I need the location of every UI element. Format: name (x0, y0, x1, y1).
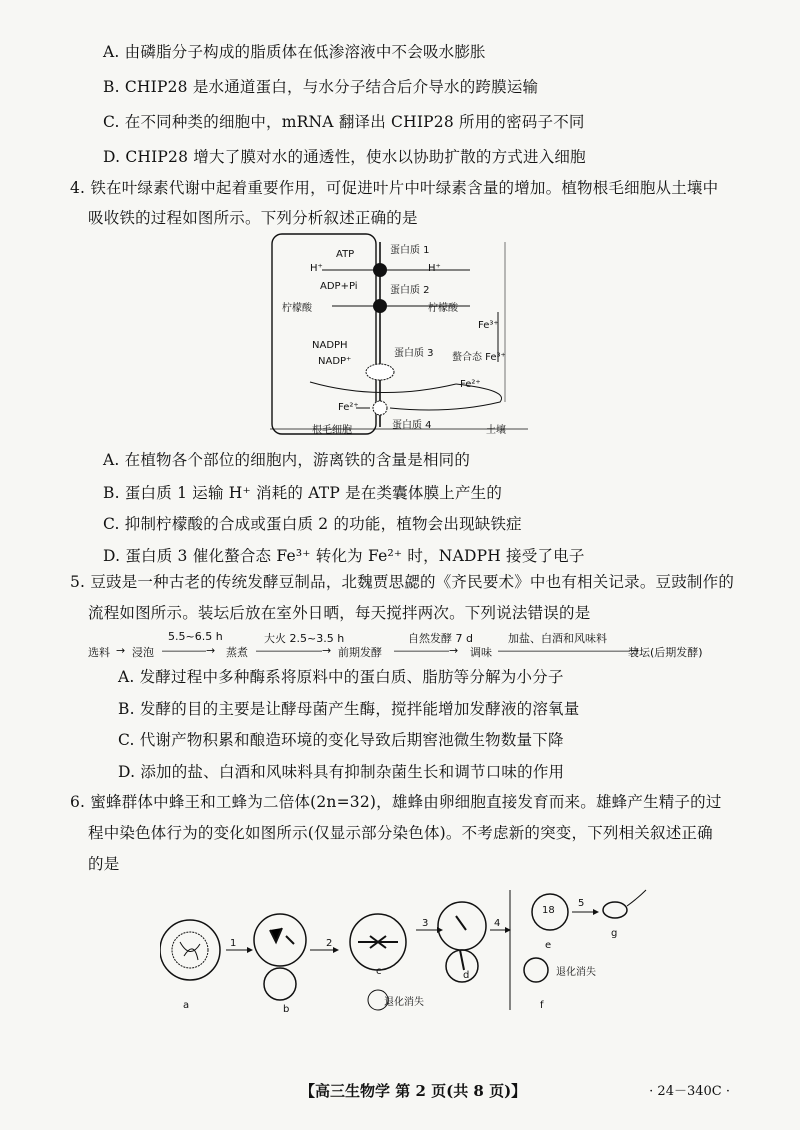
label-chelate-fe: 螯合态 Fe³⁺ (452, 352, 506, 363)
label-citrate-in: 柠檬酸 (282, 303, 312, 314)
page-code: · 24－340C · (649, 1084, 730, 1099)
fig-label-d: d (463, 970, 470, 981)
fig-label-a: a (183, 1000, 190, 1011)
q4-stem-2: 吸收铁的过程如图所示。下列分析叙述正确的是 (88, 209, 418, 227)
flow-time-ferment: 自然发酵 7 d (408, 632, 473, 645)
label-protein-3: 蛋白质 3 (394, 348, 434, 359)
q4-option-b: B. 蛋白质 1 运输 H⁺ 消耗的 ATP 是在类囊体膜上产生的 (103, 484, 503, 502)
q3-option-c: C. 在不同种类的细胞中，mRNA 翻译出 CHIP28 所用的密码子不同 (103, 113, 585, 131)
q4-stem-1: 4. 铁在叶绿素代谢中起着重要作用，可促进叶片中叶绿素含量的增加。植物根毛细胞从土壤中 (70, 179, 719, 197)
label-protein-4: 蛋白质 4 (392, 420, 432, 431)
q6-stem-3: 的是 (88, 855, 120, 873)
label-protein-1: 蛋白质 1 (390, 245, 430, 256)
q5-stem-1: 5. 豆豉是一种古老的传统发酵豆制品，北魏贾思勰的《齐民要术》中也有相关记录。豆豉制作的 (70, 573, 735, 591)
label-citrate-out: 柠檬酸 (428, 303, 458, 314)
q6-stem-2: 程中染色体行为的变化如图所示(仅显示部分染色体)。不考虑新的突变，下列相关叙述正确 (88, 824, 713, 842)
flow-step-season: 调味 (470, 646, 492, 659)
q5-stem-2: 流程如图所示。装坛后放在室外日晒，每天搅拌两次。下列说法错误的是 (88, 604, 591, 622)
q4-option-c: C. 抑制柠檬酸的合成或蛋白质 2 的功能，植物会出现缺铁症 (103, 515, 522, 533)
label-protein-2: 蛋白质 2 (390, 285, 430, 296)
flow-step-steam: 蒸煮 (226, 646, 248, 659)
q5-option-a: A. 发酵过程中多种酶系将原料中的蛋白质、脂肪等分解为小分子 (118, 668, 564, 686)
fig-step-5: 5 (578, 898, 585, 909)
fig-step-4: 4 (494, 918, 501, 929)
douchi-flowchart: 选料 → 浸泡 5.5~6.5 h ――――→ 蒸煮 大火 2.5~3.5 h ――――――→ 前期发酵 自然发酵 7 d ―――――→ 调味 加盐、白酒和风味料 ――――――――――――→ 装坛(后期发酵) (88, 630, 703, 659)
fig-step-1: 1 (230, 938, 237, 949)
label-root-hair-cell: 根毛细胞 (312, 425, 352, 436)
label-fe2-in: Fe²⁺ (338, 402, 359, 413)
q3-option-d: D. CHIP28 增大了膜对水的通透性，使水以协助扩散的方式进入细胞 (103, 148, 586, 166)
fig-label-e: e (545, 940, 552, 951)
flow-step-selection: 选料 (88, 646, 110, 659)
label-hplus-in: H⁺ (310, 263, 323, 274)
fig-degenerate-2: 退化消失 (556, 967, 596, 978)
fig-step-2: 2 (326, 938, 333, 949)
q6-stem-1: 6. 蜜蜂群体中蜂王和工蜂为二倍体(2n=32)，雄蜂由卵细胞直接发育而来。雄蜂产生精子的过 (70, 793, 722, 811)
iron-uptake-figure (270, 232, 530, 442)
flow-step-early-ferment: 前期发酵 (338, 646, 382, 659)
page-footer: 【高三生物学 第 2 页(共 8 页)】 (300, 1082, 527, 1100)
flow-additives: 加盐、白酒和风味料 (508, 632, 607, 645)
flow-step-soak: 浸泡 (132, 646, 154, 659)
fig-chromosome-e: 18 (542, 905, 555, 916)
flow-step-jar: 装坛(后期发酵) (628, 646, 703, 659)
fig-step-3: 3 (422, 918, 429, 929)
q5-option-b: B. 发酵的目的主要是让酵母菌产生酶，搅拌能增加发酵液的溶氧量 (118, 700, 580, 718)
q4-option-d: D. 蛋白质 3 催化螯合态 Fe³⁺ 转化为 Fe²⁺ 时，NADPH 接受了电子 (103, 547, 585, 565)
label-soil: 土壤 (486, 425, 506, 436)
q3-option-a: A. 由磷脂分子构成的脂质体在低渗溶液中不会吸水膨胀 (103, 43, 486, 61)
fig-label-b: b (283, 1004, 290, 1015)
label-adp: ADP+Pi (320, 281, 358, 292)
q5-option-d: D. 添加的盐、白酒和风味料具有抑制杂菌生长和调节口味的作用 (118, 763, 565, 781)
flow-time-soak: 5.5~6.5 h (168, 630, 223, 643)
label-nadph: NADPH (312, 340, 348, 351)
label-fe2-out: Fe²⁺ (460, 379, 481, 390)
q5-option-c: C. 代谢产物积累和酿造环境的变化导致后期窖池微生物数量下降 (118, 731, 564, 749)
flow-time-steam: 大火 2.5~3.5 h (264, 632, 345, 645)
label-hplus-out: H⁺ (428, 263, 441, 274)
label-fe3-out: Fe³⁺ (478, 320, 499, 331)
q4-option-a: A. 在植物各个部位的细胞内，游离铁的含量是相同的 (103, 451, 471, 469)
fig-label-f: f (540, 1000, 544, 1011)
label-nadp: NADP⁺ (318, 356, 352, 367)
fig-label-c: c (376, 966, 382, 977)
label-atp: ATP (336, 249, 355, 260)
fig-degenerate-1: 退化消失 (384, 997, 424, 1008)
fig-label-g: g (611, 928, 618, 939)
q3-option-b: B. CHIP28 是水通道蛋白，与水分子结合后介导水的跨膜运输 (103, 78, 539, 96)
